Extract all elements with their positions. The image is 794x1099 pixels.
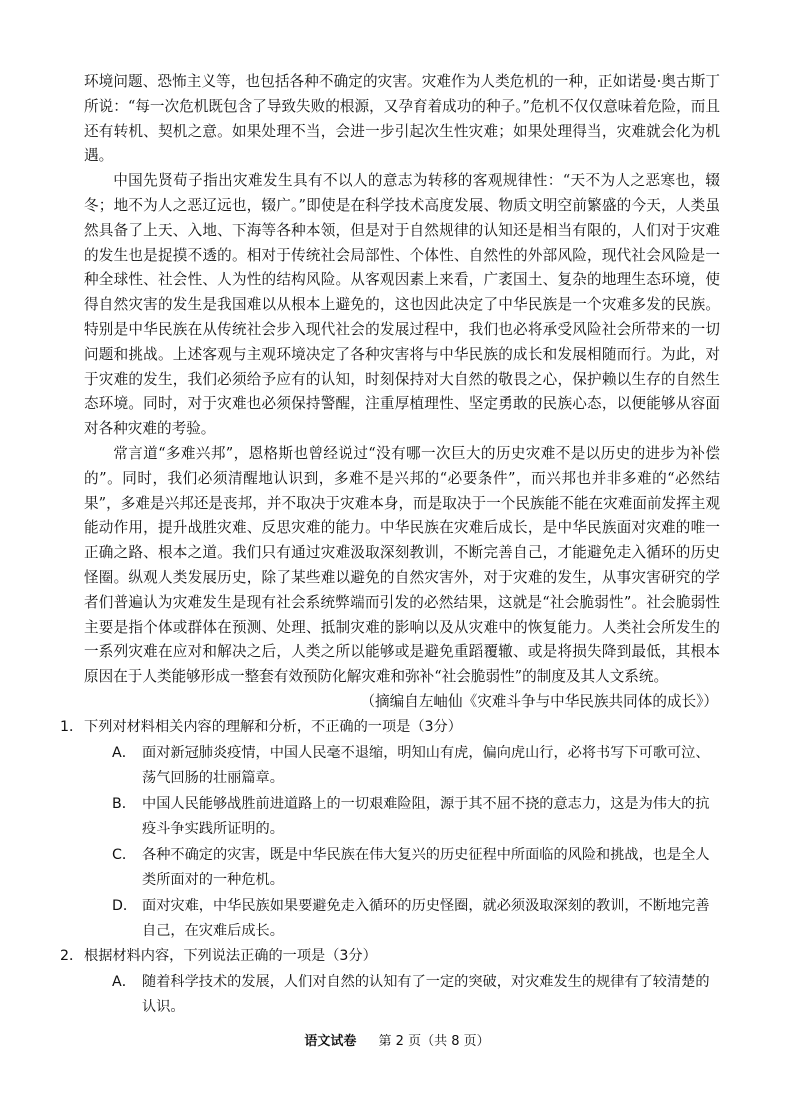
question-number: 1． (60, 718, 84, 735)
option-d (112, 894, 720, 944)
page-footer (0, 1030, 794, 1049)
footer-page-number: 第 2 页（共 8 页） (378, 1034, 490, 1049)
question-2 (60, 944, 720, 1020)
option-label: D． (112, 897, 138, 914)
passage-paragraph-1: 环境问题、恐怖主义等，也包括各种不确定的灾害。灾难作为人类危机的一种，正如诺曼·奥古斯丁所说：“每一次危机既包含了导致失败的根源，又孕育着成功的种子。”危机不仅仅意味着危险，而且还有转机、契机之意。如果处理不当，会进一步引起次生性灾难；如果处理得当，灾难就会化为机遇。 (84, 73, 720, 165)
option-text: 中国人民能够战胜前进道路上的一切艰难险阻，源于其不屈不挠的意志力，这是为伟大的抗疫斗争实践所证明的。 (142, 795, 710, 837)
option-label: A． (112, 973, 136, 990)
question-stem (60, 715, 720, 740)
option-label: C． (112, 846, 137, 863)
option-text: 各种不确定的灾害，既是中华民族在伟大复兴的历史征程中所面临的风险和挑战，也是全人类所面对的一种危机。 (142, 846, 710, 888)
option-c (112, 843, 720, 893)
option-label: B． (112, 795, 136, 812)
question-1 (60, 715, 720, 944)
footer-subject: 语文试卷 (304, 1034, 357, 1049)
passage-paragraph-2: 中国先贤荀子指出灾难发生具有不以人的意志为转移的客观规律性：“天不为人之恶寒也，辍冬；地不为人之恶辽远也，辍广。”即使是在科学技术高度发展、物质文明空前繁盛的今天，人类虽然具备了上天、入地、下海等各种本领，但是对于自然规律的认知还是相当有限的，人们对于灾难的发生也是捉摸不透的。相对于传统社会局部性、个体性、自然性的外部风险，现代社会风险是一种全球性、社会性、人为性的结构风险。从客观因素上来看，广袤国土、复杂的地理生态环境，使得自然灾害的发生是我国难以从根本上避免的，这也因此决定了中华民族是一个灾难多发的民族。特别是中华民族在从传统社会步入现代社会的发展过程中，我们也必将承受风险社会所带来的一切问题和挑战。上述客观与主观环境决定了各种灾害将与中华民族的成长和发展相随而行。为此，对于灾难的发生，我们必须给予应有的认知，时刻保持对大自然的敬畏之心，保护赖以生存的自然生态环境。同时，对于灾难也必须保持警醒，注重厚植理性、坚定勇敢的民族心态，以便能够从容面对各种灾难的考验。 (84, 172, 720, 438)
option-text: 面对新冠肺炎疫情，中国人民毫不退缩，明知山有虎，偏向虎山行，必将书写下可歌可泣、荡气回肠的壮丽篇章。 (142, 744, 710, 786)
option-text: 随着科学技术的发展，人们对自然的认知有了一定的突破，对灾难发生的规律有了较清楚的认识。 (142, 973, 710, 1015)
option-a (112, 741, 720, 791)
question-stem (60, 944, 720, 969)
question-number: 2． (60, 947, 84, 964)
option-a (112, 970, 720, 1020)
passage-source: （摘编自左岫仙《灾难斗争与中华民族共同体的成长》） (360, 692, 718, 710)
question-text: 根据材料内容，下列说法正确的一项是（3分） (84, 947, 377, 964)
option-b (112, 792, 720, 842)
question-text: 下列对材料相关内容的理解和分析，不正确的一项是（3分） (84, 718, 462, 735)
option-label: A． (112, 744, 136, 761)
option-text: 面对灾难，中华民族如果要避免走入循环的历史怪圈，就必须汲取深刻的教训，不断地完善自己，在灾难后成长。 (142, 897, 710, 939)
exam-page (60, 70, 720, 1020)
passage-paragraph-3: 常言道“多难兴邦”，恩格斯也曾经说过“没有哪一次巨大的历史灾难不是以历史的进步为补偿的”。同时，我们必须清醒地认识到，多难不是兴邦的“必要条件”，而兴邦也并非多难的“必然结果”，多难是兴邦还是丧邦，并不取决于灾难本身，而是取决于一个民族能不能在灾难面前发挥主观能动作用，提升战胜灾难、反思灾难的能力。中华民族在灾难后成长，是中华民族面对灾难的唯一正确之路、根本之道。我们只有通过灾难汲取深刻教训，不断完善自己，才能避免走入循环的历史怪圈。纵观人类发展历史，除了某些难以避免的自然灾害外，对于灾难的发生，从事灾害研究的学者们普遍认为灾难发生是现有社会系统弊端而引发的必然结果，这就是“社会脆弱性”。社会脆弱性主要是指个体或群体在预测、处理、抵制灾难的影响以及从灾难中的恢复能力。人类社会所发生的一系列灾难在应对和解决之后，人类之所以能够或是避免重蹈覆辙、或是将损失降到最低，其根本原因在于人类能够形成一整套有效预防化解灾难和弥补“社会脆弱性”的制度及其人文系统。 (84, 444, 720, 686)
